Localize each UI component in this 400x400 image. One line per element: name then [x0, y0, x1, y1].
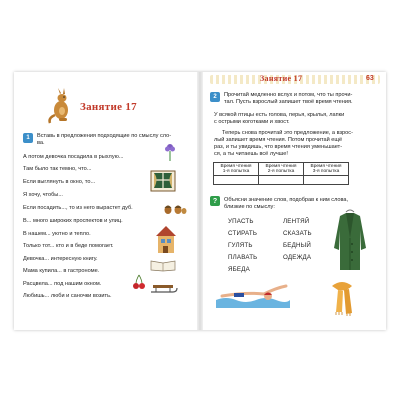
task-1-text-line-2: ва.	[37, 140, 45, 146]
paragraph-2-line-3: раз, и ты увидишь, что время чтения уменьшает-	[214, 144, 343, 150]
header-title: Занятие 17	[260, 74, 303, 83]
house-icon	[154, 224, 178, 259]
cherries-icon	[132, 274, 146, 295]
task-1-text-line-1: Вставь в предложения подходящие по смыслу сло-	[37, 133, 172, 139]
paragraph-2-line-4: ся, а ты читаешь всё лучше!	[214, 151, 288, 157]
page-number: 63	[366, 75, 374, 82]
word-right-4: ОДЕЖДА	[283, 254, 312, 261]
task-2-number: 2	[210, 92, 220, 102]
word-right-1: ЛЕНТЯЙ	[283, 218, 310, 225]
word-left-4: ПЛАВАТЬ	[228, 254, 258, 261]
task-2-text-line-2: тал. Пусть взрослый запишет твоё время чтения.	[224, 99, 353, 105]
paragraph-2-line-1: Теперь снова прочитай это предложение, а взрос-	[222, 130, 353, 136]
paragraph-2-line-2: лый запишет время чтения. Потом прочитай ещё	[214, 137, 343, 143]
sentence-3: Если выглянуть в окно, то...	[23, 179, 96, 185]
sentence-8: Только тот... кто и в беде помогает.	[23, 243, 114, 249]
table-cell-2[interactable]	[259, 175, 304, 184]
task-3-text-line-1: Объясни значение слов, подобрав к ним слова,	[224, 197, 349, 203]
lesson-title: Занятие 17	[80, 101, 137, 113]
word-left-1: УПАСТЬ	[228, 218, 254, 225]
task-1-number: 1	[23, 133, 33, 143]
book-gutter	[197, 72, 203, 330]
paragraph-1-line-2: с острыми коготками и хвост.	[214, 119, 290, 125]
book-icon	[150, 258, 176, 277]
table-header-1: Время чтения 1-я попытка	[214, 163, 259, 176]
swimmer-icon	[216, 284, 290, 313]
sled-icon	[150, 282, 178, 301]
word-right-3: БЕДНЫЙ	[283, 242, 311, 249]
table-cell-1[interactable]	[214, 175, 259, 184]
sentence-11: Расцвела... под нашим окном.	[23, 281, 102, 287]
sentence-1: А потом девочка посадила в рыхлую...	[23, 154, 124, 160]
kangaroo-icon	[48, 88, 72, 124]
sentence-9: Девочка... интересную книгу.	[23, 256, 98, 262]
sentence-6: В... много широких проспектов и улиц.	[23, 218, 123, 224]
acorn-icon	[163, 202, 187, 220]
sentence-7: В нашем... уютно и тепло.	[23, 231, 91, 237]
question-icon: ?	[210, 196, 220, 206]
window-icon	[150, 170, 176, 197]
reading-time-table	[213, 162, 349, 185]
word-right-2: СКАЗАТЬ	[283, 230, 312, 237]
flower-icon	[164, 143, 176, 166]
task-3-text-line-2: близкие по смыслу:	[224, 204, 275, 210]
coat-icon	[332, 208, 368, 277]
table-header-3: Время чтения 3-я попытка	[304, 163, 349, 176]
word-left-2: СТИРАТЬ	[228, 230, 258, 237]
paragraph-1-line-1: У всякой птицы есть голова, перья, крылья, лапки	[214, 112, 345, 118]
sentence-10: Мама купила... в гастрономе.	[23, 268, 100, 274]
word-left-5: ЯБЕДА	[228, 266, 250, 273]
task-2-text-line-1: Прочитай медленно вслух и потом, что ты прочи-	[224, 92, 353, 98]
sentence-5: Если посадить..., то из него вырастет дуб.	[23, 205, 133, 211]
word-left-3: ГУЛЯТЬ	[228, 242, 253, 249]
sentence-4: Я хочу, чтобы...	[23, 192, 63, 198]
sentence-2: Там было так темно, что...	[23, 166, 92, 172]
sentence-12: Любишь... люби и саночки возить.	[23, 293, 112, 299]
scarf-icon	[328, 280, 356, 321]
table-header-2: Время чтения 2-я попытка	[259, 163, 304, 176]
table-cell-3[interactable]	[304, 175, 349, 184]
